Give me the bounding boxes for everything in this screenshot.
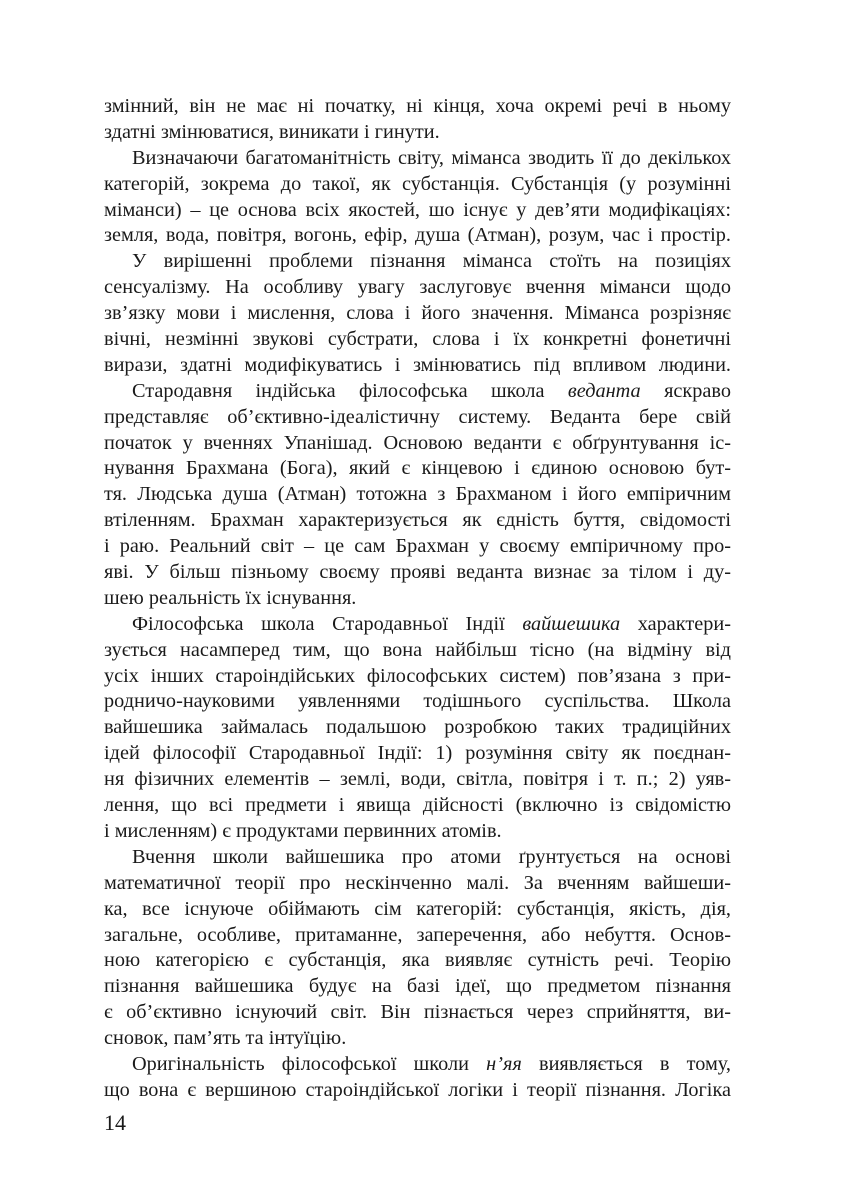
text-line: загальне, особливе, притаманне, заперечення, або небуття. Основ- xyxy=(104,923,731,946)
text-line: ною категорією є субстанція, яка виявляє сутність речі. Теорію xyxy=(104,949,731,972)
text-line: міманси) – це основа всіх якостей, шо існує у дев’яти модифікаціях: xyxy=(104,198,731,221)
text-line: зується насамперед тим, що вона найбільш тісно (на відміну від xyxy=(104,638,731,661)
text-line: лення, що всі предмети і явища дійсності (включно із свідомістю xyxy=(104,794,731,817)
text-line: змінний, він не має ні початку, ні кінця, хоча окремі речі в ньому xyxy=(104,95,731,117)
text-line: нування Брахмана (Бога), який є кінцевою і єдиною основою бут- xyxy=(104,457,731,480)
text-line: ня фізичних елементів – землі, води, світла, повітря і т. п.; 2) уяв- xyxy=(104,768,731,791)
term-nyaya: н’яя xyxy=(486,1052,522,1075)
paragraph-atoms xyxy=(104,845,731,1052)
text-line: сенсуалізму. На особливу увагу заслуговує вчення міманси щодо xyxy=(104,276,731,299)
text-line: здатні змінюватися, виникати і гинути. xyxy=(104,120,440,143)
paragraph-continuation xyxy=(104,94,731,146)
text-line: і раю. Реальний світ – це сам Брахман у своєму емпіричному про- xyxy=(104,535,731,558)
text-line: Вчення школи вайшешика про атоми ґрунтується на основі xyxy=(132,845,731,868)
text-line: втіленням. Брахман характеризується як єдність буття, свідомості xyxy=(104,509,731,532)
term-vedanta: веданта xyxy=(567,379,641,402)
text-line: і мисленням) є продуктами первинних атомів. xyxy=(104,819,502,842)
text-line: що вона є вершиною староіндійської логіки і теорії пізнання. Логіка xyxy=(104,1078,731,1101)
text-line: тя. Людська душа (Атман) тотожна з Брахманом і його емпіричним xyxy=(104,483,731,506)
text-line: У вирішенні проблеми пізнання міманса стоїть на позиціях xyxy=(132,250,731,273)
paragraph-categories xyxy=(104,146,731,250)
text-line: шею реальність їх існування. xyxy=(104,586,357,609)
text-line: земля, вода, повітря, вогонь, ефір, душа (Атман), розум, час і простір. xyxy=(104,224,731,247)
text-line: усіх інших староіндійських філософських систем) пов’язана з при- xyxy=(104,664,731,687)
text-line: вайшешика займалась подальшою розробкою таких традиційних xyxy=(104,716,731,739)
text-line: яві. У більш пізньому своєму прояві веданта визнає за тілом і ду- xyxy=(104,561,731,584)
paragraph-knowledge xyxy=(104,249,731,378)
paragraph-vedanta xyxy=(104,379,731,612)
text-line: сновок, пам’ять та інтуїцію. xyxy=(104,1027,347,1050)
text-line: представляє об’єктивно-ідеалістичну систему. Веданта бере свій xyxy=(104,405,731,428)
text-line: вирази, здатні модифікуватись і змінюватись під впливом людини. xyxy=(104,353,731,376)
text-line: вічні, незмінні звукові субстрати, слова і їх конкретні фонетичні xyxy=(104,328,731,351)
text-line: Філософська школа Стародавньої Індії вайшешика характери- xyxy=(132,612,731,635)
text-line: початок у вченнях Упанішад. Основою веданти є обґрунтування іс- xyxy=(104,431,731,454)
paragraph-nyaya xyxy=(104,1052,731,1104)
page-number: 14 xyxy=(104,1110,126,1135)
text-line: математичної теорії про нескінченно малі. За вченням вайшеши- xyxy=(104,871,731,894)
text-line: пізнання вайшешика будує на базі ідеї, що предметом пізнання xyxy=(104,975,731,998)
text-line: Визначаючи багатоманітність світу, міманса зводить її до декількох xyxy=(132,146,731,169)
text-line: категорій, зокрема до такої, як субстанція. Субстанція (у розумінні xyxy=(104,172,731,195)
paragraph-vaisheshika xyxy=(104,612,731,845)
text-line: Стародавня індійська філософська школа веданта яскраво xyxy=(132,379,731,402)
text-line: зв’язку мови і мислення, слова і його значення. Міманса розрізняє xyxy=(104,302,731,325)
text-line: Оригінальність філософської школи н’яя виявляється в тому, xyxy=(132,1052,731,1075)
term-vaisheshika: вайшешика xyxy=(522,612,621,635)
text-line: ка, все існуюче обіймають сім категорій: субстанція, якість, дія, xyxy=(104,897,731,920)
text-line: родничо-науковими уявленнями тодішнього суспільства. Школа xyxy=(104,690,731,713)
page-text xyxy=(104,94,731,1104)
text-line: є об’єктивно існуючий світ. Він пізнається через сприйняття, ви- xyxy=(104,1001,731,1024)
text-line: ідей філософії Стародавньої Індії: 1) розуміння світу як поєднан- xyxy=(104,742,731,765)
